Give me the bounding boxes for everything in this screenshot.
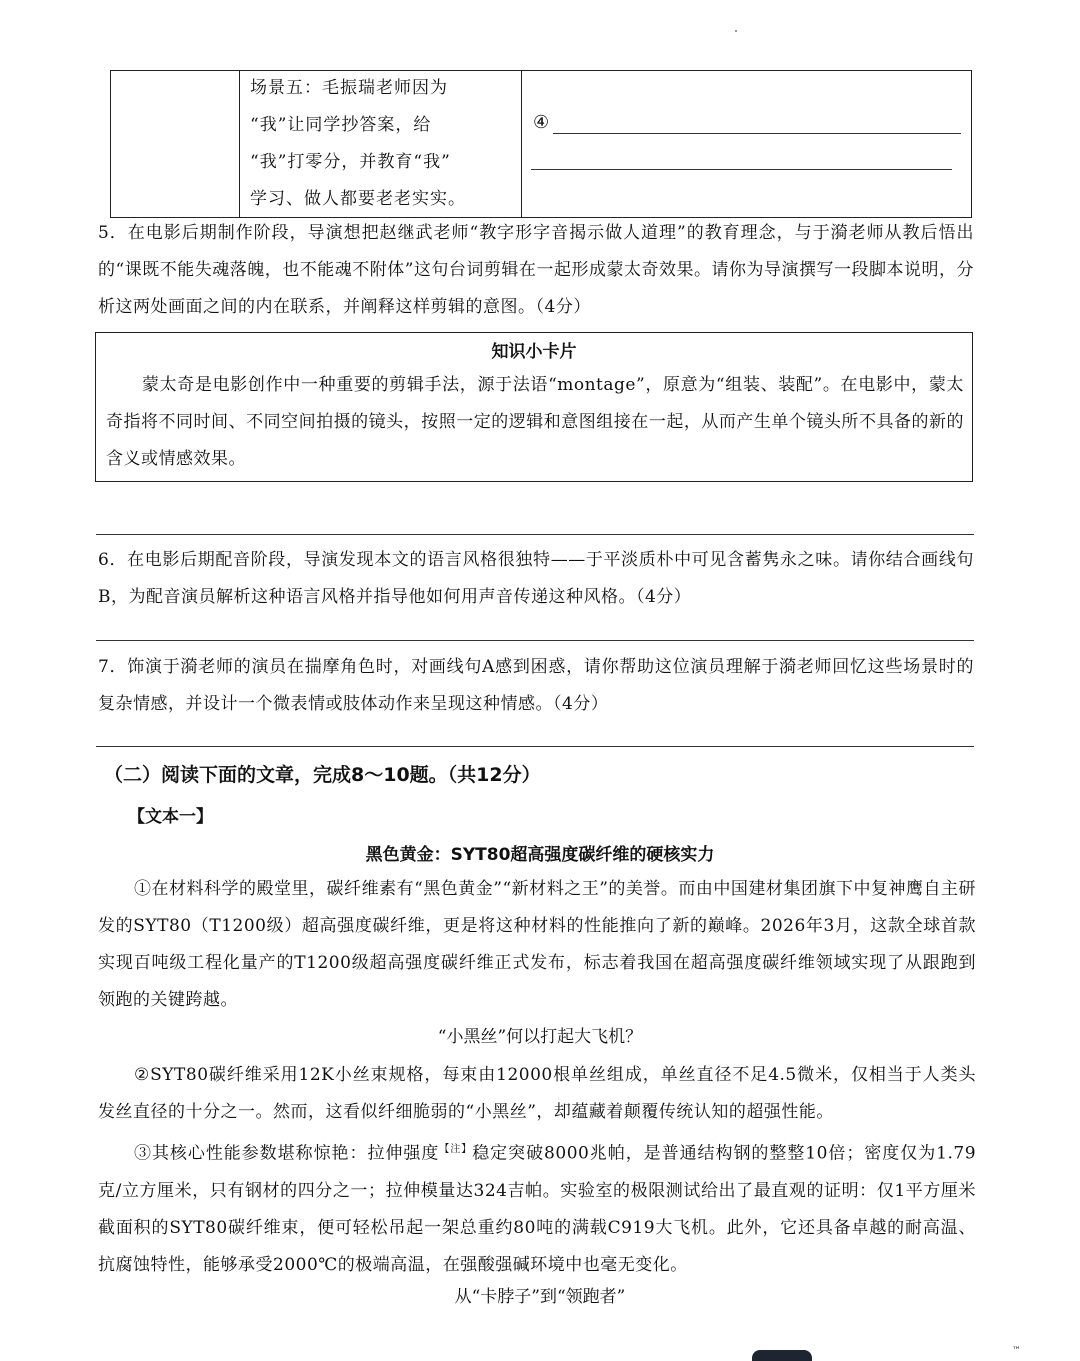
answer-line-q7[interactable] (96, 746, 974, 747)
section-heading: （二）阅读下面的文章，完成8～10题。（共12分） (104, 764, 541, 786)
scene-five-cell (250, 70, 510, 218)
paragraph-3-start: ③其核心性能参数堪称惊艳：拉伸强度 (134, 1143, 440, 1164)
answer-line-q6[interactable] (96, 640, 974, 641)
scene-line: “我”打零分，并教育“我” (250, 152, 451, 172)
paragraph-1: ①在材料科学的殿堂里，碳纤维素有“黑色黄金”“新材料之王”的美誉。而由中国建材集团旗下中复神鹰自主研发的SYT80（T1200级）超高强度碳纤维，更是将这种材料的性能推向了新的巅峰。2026年3月，这款全球首款实现百吨级工程化量产的T1200级超高强度碳纤维正式发布，标志着我国在超高强度碳纤维领域实现了从跟跑到领跑的关键跨越。 (98, 879, 976, 1010)
knowledge-card (95, 332, 973, 482)
scene-table (110, 70, 972, 218)
question-7: 7．饰演于漪老师的演员在揣摩角色时，对画线句A感到困惑，请你帮助这位演员理解于漪老师回忆这些场景时的复杂情感，并设计一个微表情或肢体动作来呈现这种情感。（4分） (98, 657, 974, 714)
scene-line: “我”让同学抄答案，给 (250, 115, 432, 135)
answer-line-q5[interactable] (96, 534, 974, 535)
answer-blank-line[interactable] (553, 133, 961, 134)
knowledge-card-title: 知识小卡片 (491, 342, 577, 362)
subheading-2: 从“卡脖子”到“领跑者” (454, 1287, 626, 1307)
table-divider-left (239, 71, 240, 217)
footnote-marker[interactable]: 【注】 (439, 1144, 473, 1155)
paragraph-3 (98, 1131, 976, 1284)
paragraph-2: ②SYT80碳纤维采用12K小丝束规格，每束由12000根单丝组成，单丝直径不足4.5微米，仅相当于人类头发丝直径的十分之一。然而，这看似纤细脆弱的“小黑丝”，却蕴藏着颠覆传统认知的超强性能。 (98, 1065, 976, 1122)
question-6: 6．在电影后期配音阶段，导演发现本文的语言风格很独特——于平淡质朴中可见含蓄隽永之味。请你结合画线句B，为配音演员解析这种语言风格并指导他如何用声音传递这种风格。（4分） (98, 550, 974, 607)
question-5: 5．在电影后期制作阶段，导演想把赵继武老师“教字形字音揭示做人道理”的教育理念，与于漪老师从教后悟出的“课既不能失魂落魄，也不能魂不附体”这句台词剪辑在一起形成蒙太奇效果。请你为导演撰写一段脚本说明，分析这两处画面之间的内在联系，并阐释这样剪辑的意图。（4分） (98, 223, 974, 317)
trademark-mark: ™ (1012, 1346, 1021, 1356)
scene-line: 场景五：毛振瑞老师因为 (250, 78, 448, 98)
article-title: 黑色黄金：SYT80超高强度碳纤维的硬核实力 (365, 845, 715, 865)
subheading-1: “小黑丝”何以打起大飞机？ (437, 1027, 643, 1047)
paragraph-3-rest: 稳定突破8000兆帕，是普通结构钢的整整10倍；密度仅为1.79克/立方厘米，只有钢材的四分之一；拉伸模量达324吉帕。实验室的极限测试给出了最直观的证明：仅1平方厘米截面积的SYT80碳纤维束，便可轻松吊起一架总重约80吨的满载C919大飞机。此外，它还具备卓越的耐高温、抗腐蚀特性，能够承受2000℃的极端高温，在强酸强碱环境中也毫无变化。 (98, 1143, 977, 1275)
scan-speck (735, 30, 737, 32)
answer-blank-line[interactable] (531, 169, 952, 170)
blank-number: ④ (533, 112, 550, 133)
scene-line: 学习、做人都要老老实实。 (250, 189, 466, 209)
table-divider-right (521, 71, 522, 217)
knowledge-card-body: 蒙太奇是电影创作中一种重要的剪辑手法，源于法语“montage”，原意为“组装、装配”。在电影中，蒙太奇指将不同时间、不同空间拍摄的镜头，按照一定的逻辑和意图组接在一起，从而产生单个镜头所不具备的新的含义或情感效果。 (106, 375, 964, 469)
text-one-tag: 【文本一】 (128, 807, 213, 827)
watermark-badge (752, 1350, 812, 1361)
